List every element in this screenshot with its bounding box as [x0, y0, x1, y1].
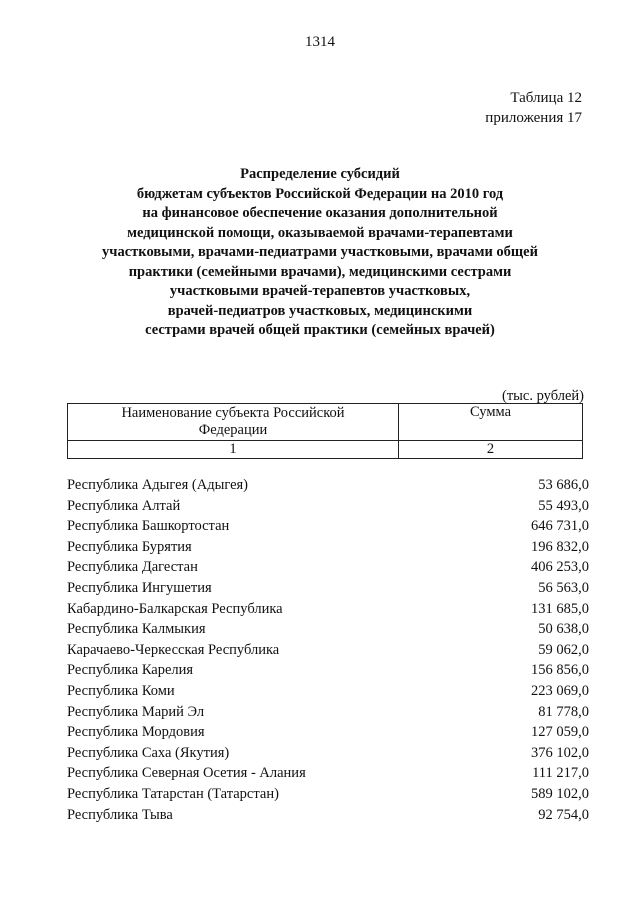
table-row	[67, 537, 589, 558]
subsidy-amount: 59 062,0	[538, 641, 589, 658]
table-row	[67, 763, 589, 784]
column-number-2: 2	[399, 441, 583, 459]
table-row	[67, 702, 589, 723]
title-line: участковыми врачей-терапевтов участковых,	[169, 283, 471, 299]
units-label: (тыс. рублей)	[502, 388, 584, 404]
region-name: Кабардино-Балкарская Республика	[67, 600, 283, 617]
title-line: практики (семейными врачами), медицинскими сестрами	[128, 263, 512, 280]
table-row	[67, 516, 589, 537]
region-name: Республика Северная Осетия - Алания	[67, 765, 306, 782]
header-subject-name	[68, 404, 399, 441]
region-name: Республика Саха (Якутия)	[67, 744, 230, 761]
region-name: Республика Алтай	[67, 497, 181, 514]
region-name: Республика Коми	[67, 682, 175, 699]
column-number-1: 1	[68, 441, 399, 459]
region-name: Республика Марий Эл	[67, 703, 205, 720]
region-name: Республика Карелия	[67, 662, 194, 679]
subsidy-amount: 376 102,0	[531, 744, 589, 761]
subsidy-amount: 196 832,0	[531, 538, 589, 555]
table-row	[67, 681, 589, 702]
appendix-table-label: Таблица 12	[510, 90, 582, 106]
header-sum	[399, 404, 583, 441]
subsidy-amount: 131 685,0	[531, 600, 589, 617]
subsidy-amount: 81 778,0	[538, 703, 589, 720]
subsidy-amount: 589 102,0	[531, 785, 589, 802]
table-row	[67, 619, 589, 640]
table-row	[67, 805, 589, 826]
subsidy-amount: 646 731,0	[531, 518, 589, 535]
subsidy-amount: 223 069,0	[531, 682, 589, 699]
subsidy-amount: 111 217,0	[532, 765, 589, 782]
subsidy-amount: 127 059,0	[531, 724, 589, 741]
region-name: Республика Адыгея (Адыгея)	[67, 477, 249, 493]
subsidy-amount: 56 563,0	[538, 579, 589, 596]
table-row	[67, 496, 589, 517]
region-name: Республика Тыва	[67, 806, 173, 823]
table-row	[67, 660, 589, 681]
table-row	[67, 784, 589, 805]
subsidy-amount: 156 856,0	[531, 662, 589, 679]
table-row	[67, 475, 589, 496]
subsidy-table-body	[67, 475, 589, 825]
table-row	[67, 557, 589, 578]
subsidy-amount: 92 754,0	[538, 806, 589, 823]
header-sum-label: Сумма	[469, 404, 512, 420]
page-number: 1314	[305, 34, 335, 50]
region-name: Республика Калмыкия	[67, 621, 206, 638]
title-line: на финансовое обеспечение оказания дополнительной	[142, 205, 498, 221]
region-name: Республика Башкортостан	[67, 518, 230, 535]
region-name: Карачаево-Черкесская Республика	[67, 641, 280, 658]
table-row	[67, 722, 589, 743]
region-name: Республика Бурятия	[67, 538, 192, 555]
region-name: Республика Татарстан (Татарстан)	[67, 785, 279, 802]
region-name: Республика Мордовия	[67, 724, 205, 741]
appendix-reference	[485, 88, 582, 128]
table-row	[67, 640, 589, 661]
region-name: Республика Ингушетия	[67, 579, 212, 596]
table-header	[67, 403, 583, 459]
subsidy-amount: 50 638,0	[538, 621, 589, 638]
subsidy-amount: 55 493,0	[538, 497, 589, 514]
subsidy-amount: 406 253,0	[531, 559, 589, 576]
title-line: Распределение субсидий	[240, 166, 400, 182]
title-line: медицинской помощи, оказываемой врачами-терапевтами	[127, 224, 513, 241]
table-row	[67, 599, 589, 620]
header-subject-name-line: Федерации	[198, 422, 268, 438]
title-line: врачей-педиатров участковых, медицинскими	[167, 302, 473, 319]
table-row	[67, 578, 589, 599]
header-subject-name-line: Наименование субъекта Российской	[121, 405, 345, 421]
appendix-annex-label: приложения 17	[485, 110, 582, 126]
document-title	[60, 165, 580, 341]
title-line: сестрами врачей общей практики (семейных врачей)	[145, 322, 495, 338]
subsidy-amount: 53 686,0	[538, 477, 589, 493]
title-line: бюджетам субъектов Российской Федерации на 2010 год	[136, 185, 504, 202]
title-line: участковыми, врачами-педиатрами участковыми, врачами общей	[102, 244, 538, 260]
table-row	[67, 743, 589, 764]
region-name: Республика Дагестан	[67, 559, 198, 576]
